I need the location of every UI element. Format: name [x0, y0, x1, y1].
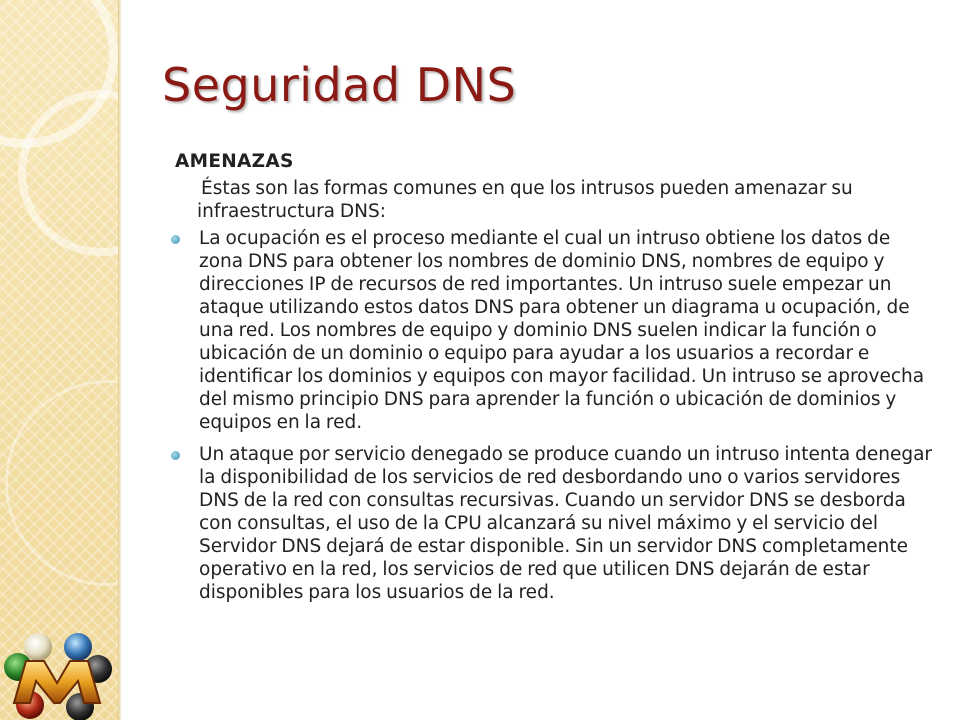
bullet-text: Un ataque por servicio denegado se produce cuando un intruso intenta denegar la disponibilidad de los servicios de red desbordando uno o varios servidores DNS de la red con consultas recursivas. Cuando un servidor DNS se desborda con consultas, el uso de la CPU alcanzará su nivel máximo y el servicio del Servidor DNS dejará de estar disponible. Sin un servidor DNS completamente operativo en la red, los servicios de red que utilicen DNS dejarán de estar disponibles para los usuarios de la red.: [199, 444, 933, 603]
strip-edge-divider: [118, 0, 122, 720]
decorative-ring: [5, 380, 120, 586]
slide-body: [175, 150, 935, 613]
round-bullet-icon: [171, 235, 180, 244]
decorative-side-strip: [0, 0, 120, 720]
round-bullet-icon: [171, 451, 180, 460]
bullet-list: [175, 227, 935, 604]
slide-title: Seguridad DNS: [162, 58, 517, 112]
bullet-text: La ocupación es el proceso mediante el cual un intruso obtiene los datos de zona DNS para obtener los nombres de dominio DNS, nombres de equipo y direcciones IP de recursos de red importantes. Un intruso suele empezar un ataque utilizando estos datos DNS para obtener un diagrama u ocupación, de una red. Los nombres de equipo y dominio DNS suelen indicar la función o ubicación de un dominio o equipo para ayudar a los usuarios a recordar e identificar los dominios y equipos con mayor facilidad. Un intruso se aprovecha del mismo principio DNS para aprender la función o ubicación de dominios y equipos en la red.: [199, 228, 925, 433]
bullet-item-occupation: [175, 227, 935, 434]
bullet-item-denial-of-service: [175, 443, 935, 604]
intro-text: Éstas son las formas comunes en que los intrusos pueden amenazar su infraestructura DNS:: [197, 178, 853, 222]
magic-m-logo-icon: [0, 625, 115, 720]
section-heading: AMENAZAS: [175, 151, 294, 172]
